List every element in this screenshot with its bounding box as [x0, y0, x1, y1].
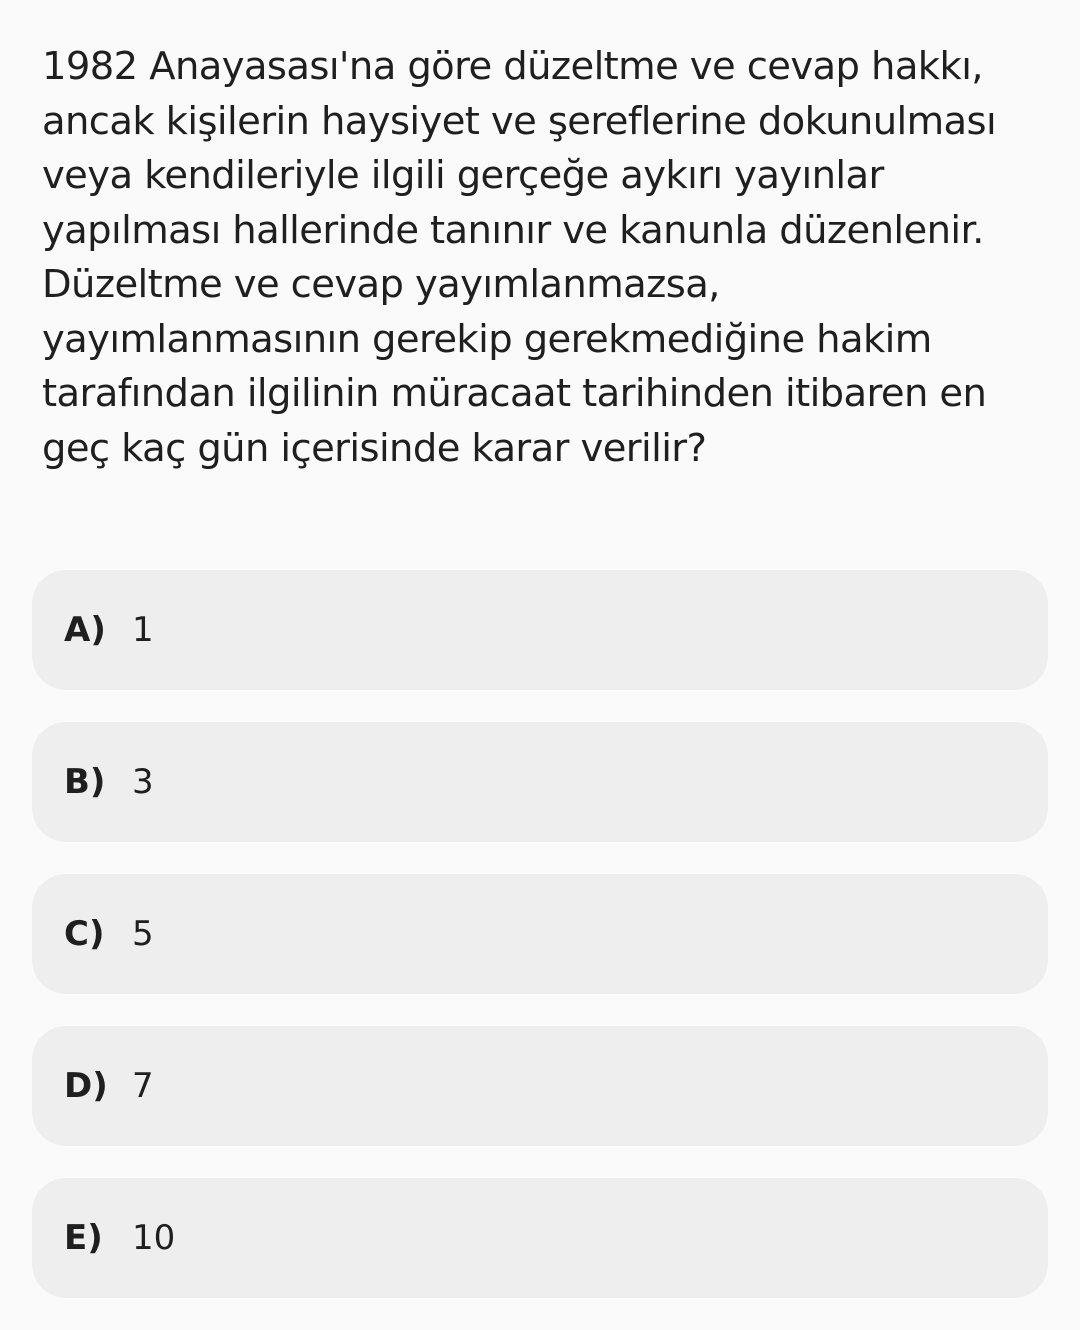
question-paragraph-2: Düzeltme ve cevap yayımlanmazsa, yayımlanmasının gerekip gerekmediğine hakim tarafından ilgilinin müracaat tarihinden itibaren en geç kaç gün içerisinde karar verilir? [42, 262, 987, 471]
option-value: 10 [132, 1218, 176, 1258]
option-letter: C) [64, 914, 105, 954]
option-letter: A) [64, 610, 106, 650]
answer-options [32, 570, 1048, 1330]
option-a[interactable] [32, 570, 1048, 690]
option-value: 5 [132, 914, 154, 954]
option-letter: B) [64, 762, 106, 802]
option-value: 7 [132, 1066, 154, 1106]
option-d[interactable] [32, 1026, 1048, 1146]
option-letter: E) [64, 1218, 103, 1258]
option-e[interactable] [32, 1178, 1048, 1298]
question-paragraph-1: 1982 Anayasası'na göre düzeltme ve cevap hakkı, ancak kişilerin haysiyet ve şereflerine dokunulması veya kendileriyle ilgili gerçeğe aykırı yayınlar yapılması hallerinde tanınır ve kanunla düzenlenir. [42, 44, 997, 253]
option-letter: D) [64, 1066, 108, 1106]
option-c[interactable] [32, 874, 1048, 994]
option-b[interactable] [32, 722, 1048, 842]
option-value: 3 [132, 762, 154, 802]
question-text [42, 40, 1042, 476]
option-value: 1 [132, 610, 154, 650]
